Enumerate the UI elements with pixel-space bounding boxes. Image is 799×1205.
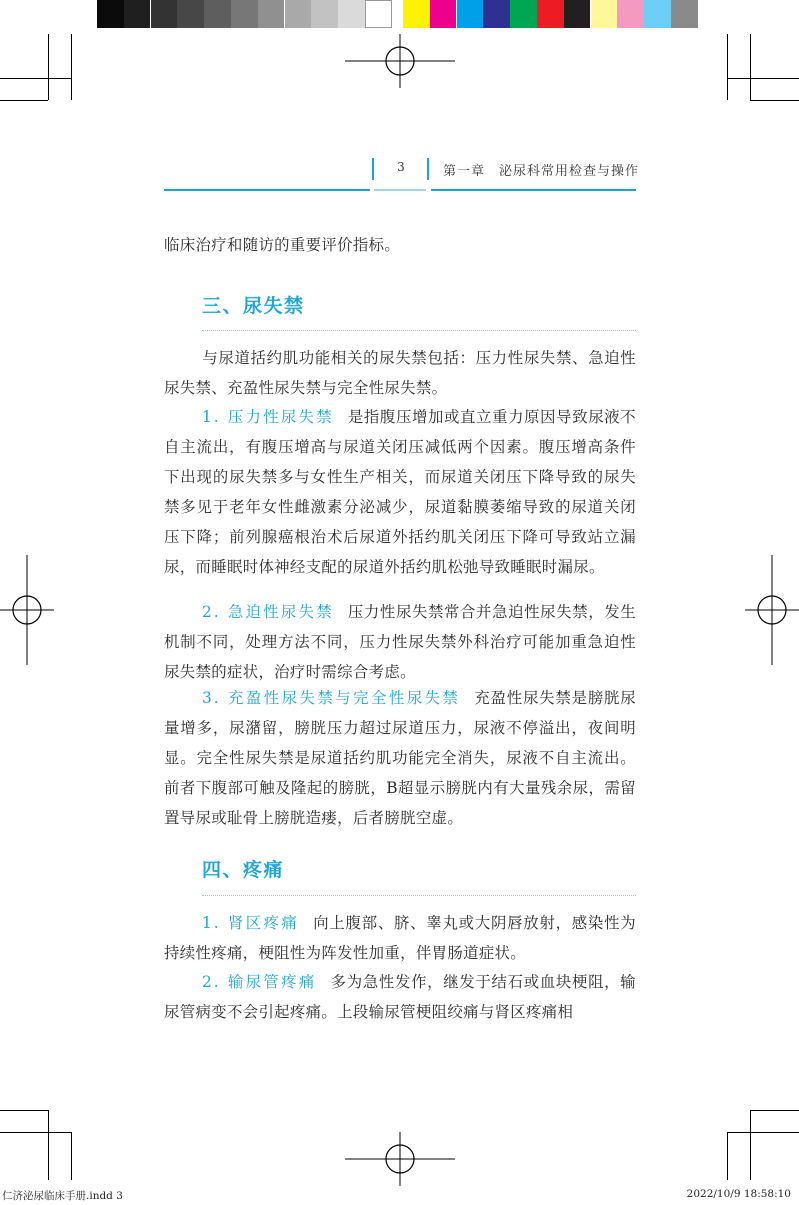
item-text: 充盈性尿失禁是膀胱尿量增多，尿潴留，膀胱压力超过尿道压力，尿液不停溢出，夜间明显。完全性尿失禁是尿道括约肌功能完全消失，尿液不自主流出。前者下腹部可触及隆起的膀胱，B超显示膀胱内有大量残余尿，需留置导尿或耻骨上膀胱造瘘，后者膀胱空虚。 [164, 689, 636, 827]
gray-swatch [177, 0, 204, 28]
gray-swatch [97, 0, 124, 28]
page-number: 3 [397, 160, 405, 174]
color-swatch [537, 0, 564, 28]
item-text: 多为急性发作，继发于结石或血块梗阻，输尿管病变不会引起疼痛。上段输尿管梗阻绞痛与肾区疼痛相 [164, 973, 637, 1021]
gray-swatch [285, 0, 312, 28]
section3-item-3 [164, 683, 636, 833]
item-lead: 3. 充盈性尿失禁与完全性尿失禁 [202, 689, 461, 707]
gray-swatch [204, 0, 231, 28]
section3-item-1 [164, 402, 636, 582]
color-swatch [644, 0, 671, 28]
registration-mark-bottom [345, 1132, 455, 1186]
item-text: 压力性尿失禁常合并急迫性尿失禁，发生机制不同，处理方法不同，压力性尿失禁外科治疗可能加重急迫性尿失禁的症状，治疗时需综合考虑。 [164, 603, 636, 681]
section3-item-2 [164, 597, 636, 687]
gray-swatch [311, 0, 338, 28]
section-divider [202, 330, 636, 331]
item-lead: 1. 压力性尿失禁 [202, 408, 334, 426]
gray-swatch [338, 0, 365, 28]
color-swatch [617, 0, 644, 28]
color-swatch [457, 0, 484, 28]
gray-swatch [124, 0, 151, 28]
gray-swatch [365, 0, 392, 28]
section-heading-incontinence: 三、尿失禁 [202, 295, 305, 317]
section4-item-2 [164, 967, 636, 1027]
color-swatch [564, 0, 591, 28]
color-swatch [403, 0, 430, 28]
gray-swatch [151, 0, 178, 28]
color-swatch [483, 0, 510, 28]
intro-line: 临床治疗和随访的重要评价指标。 [164, 236, 401, 254]
header-rule-right [431, 189, 636, 191]
gray-swatch [258, 0, 285, 28]
slug-timestamp: 2022/10/9 18:58:10 [686, 1188, 791, 1200]
section3-intro [164, 343, 636, 403]
section-heading-pain: 四、疼痛 [202, 859, 285, 881]
chapter-title: 第一章 泌尿科常用检查与操作 [443, 164, 640, 179]
color-swatch [591, 0, 618, 28]
color-swatch [671, 0, 698, 28]
registration-mark-left [0, 555, 54, 665]
header-rule-middle [374, 189, 426, 191]
item-lead: 2. 急迫性尿失禁 [202, 603, 334, 621]
registration-mark-top [345, 34, 455, 88]
section3-intro-text: 与尿道括约肌功能相关的尿失禁包括：压力性尿失禁、急迫性尿失禁、充盈性尿失禁与完全性尿失禁。 [164, 349, 636, 397]
item-lead: 2. 输尿管疼痛 [202, 973, 317, 991]
color-swatch [510, 0, 537, 28]
section-divider [202, 895, 636, 896]
item-text: 向上腹部、脐、睾丸或大阴唇放射，感染性为持续性疼痛，梗阻性为阵发性加重，伴胃肠道症状。 [164, 914, 636, 962]
gray-swatch [231, 0, 258, 28]
registration-mark-right [745, 555, 799, 665]
item-text: 是指腹压增加或直立重力原因导致尿液不自主流出，有腹压增高与尿道关闭压减低两个因素。腹压增高条件下出现的尿失禁多与女性生产相关，而尿道关闭压下降导致的尿失禁多见于老年女性雌激素分泌减少，尿道黏膜萎缩导致的尿道关闭压下降；前列腺癌根治术后尿道外括约肌关闭压下降可导致站立漏尿，而睡眠时体神经支配的尿道外括约肌松弛导致睡眠时漏尿。 [164, 408, 636, 576]
slug-filename: 仁济泌尿临床手册.indd 3 [2, 1190, 123, 1202]
item-lead: 1. 肾区疼痛 [202, 914, 300, 932]
header-divider-right [427, 158, 429, 180]
color-swatch [430, 0, 457, 28]
header-rule-left [164, 189, 370, 191]
header-divider-left [372, 158, 374, 180]
section4-item-1 [164, 908, 636, 968]
